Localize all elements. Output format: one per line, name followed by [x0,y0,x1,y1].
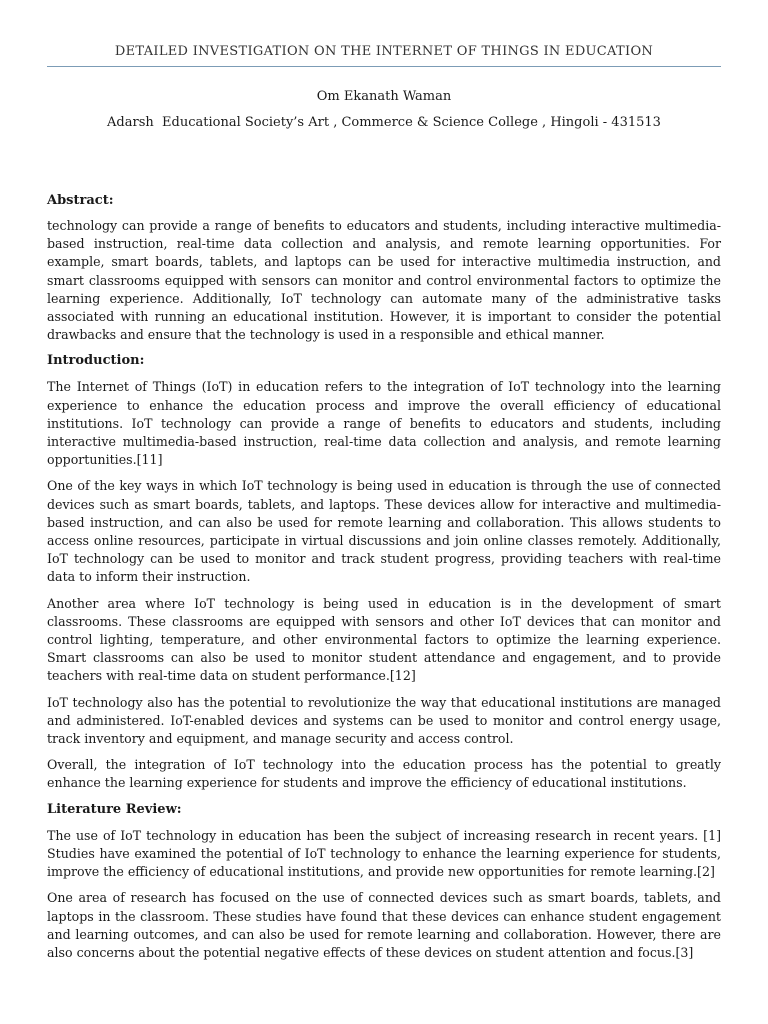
introduction-paragraph: Overall, the integration of IoT technology into the education process has the potential to greatly enhance the learning experience for students and improve the efficiency of educational institutions. [47,757,721,791]
abstract-paragraph: technology can provide a range of benefits to educators and students, including interactive multimedia-based instruction, real-time data collection and analysis, and remote learning opportunities. For example, smart boards, tablets, and laptops can be used for interactive multimedia instruction, and smart classrooms equipped with sensors can monitor and control environmental factors to optimize the learning experience. Additionally, IoT technology can automate many of the administrative tasks associated with running an educational institution. However, it is important to consider the potential drawbacks and ensure that the technology is used in a responsible and ethical manner. [47,218,721,343]
literature-review-paragraph: The use of IoT technology in education has been the subject of increasing research in recent years. [1] Studies have examined the potential of IoT technology to enhance the learning experience for students, improve the efficiency of educational institutions, and provide new opportunities for remote learning.[2] [47,827,721,880]
introduction-paragraph: IoT technology also has the potential to revolutionize the way that educational institutions are managed and administered. IoT-enabled devices and systems can be used to monitor and control energy usage, track inventory and equipment, and manage security and access control. [47,694,721,747]
introduction-paragraph: One of the key ways in which IoT technology is being used in education is through the use of connected devices such as smart boards, tablets, and laptops. These devices allow for interactive and multimedia-based instruction, and can also be used for remote learning and collaboration. This allows students to access online resources, participate in virtual discussions and join online classes remotely. Additionally, IoT technology can be used to monitor and track student progress, providing teachers with real-time data to inform their instruction. [47,478,721,585]
paper-page [47,0,721,962]
introduction-paragraph: The Internet of Things (IoT) in education refers to the integration of IoT technology into the learning experience to enhance the education process and improve the overall efficiency of educational institutions. IoT technology can provide a range of benefits to educators and students, including interactive multimedia-based instruction, real-time data collection and analysis, and remote learning opportunities.[11] [47,379,721,468]
header-divider [47,66,721,67]
author-name: Om Ekanath Waman [316,89,452,104]
abstract-heading: Abstract: [47,193,114,208]
literature-review-paragraph: One area of research has focused on the use of connected devices such as smart boards, tablets, and laptops in the classroom. These studies have found that these devices can enhance student engagement and learning outcomes, and can also be used for remote learning and collaboration. However, there are also concerns about the potential negative effects of these devices on student attention and focus.[3] [47,890,721,960]
running-header: DETAILED INVESTIGATION ON THE INTERNET OF THINGS IN EDUCATION [114,44,654,59]
author-affiliation: Adarsh Educational Society’s Art , Commerce & Science College , Hingoli - 431513 [107,115,661,130]
literature-review-heading: Literature Review: [47,801,182,817]
introduction-paragraph: Another area where IoT technology is being used in education is in the development of smart classrooms. These classrooms are equipped with sensors and other IoT devices that can monitor and control lighting, temperature, and other environmental factors to optimize the learning experience. Smart classrooms can also be used to monitor student attendance and engagement, and to provide teachers with real-time data on student performance.[12] [47,595,721,684]
introduction-heading: Introduction: [47,353,145,369]
